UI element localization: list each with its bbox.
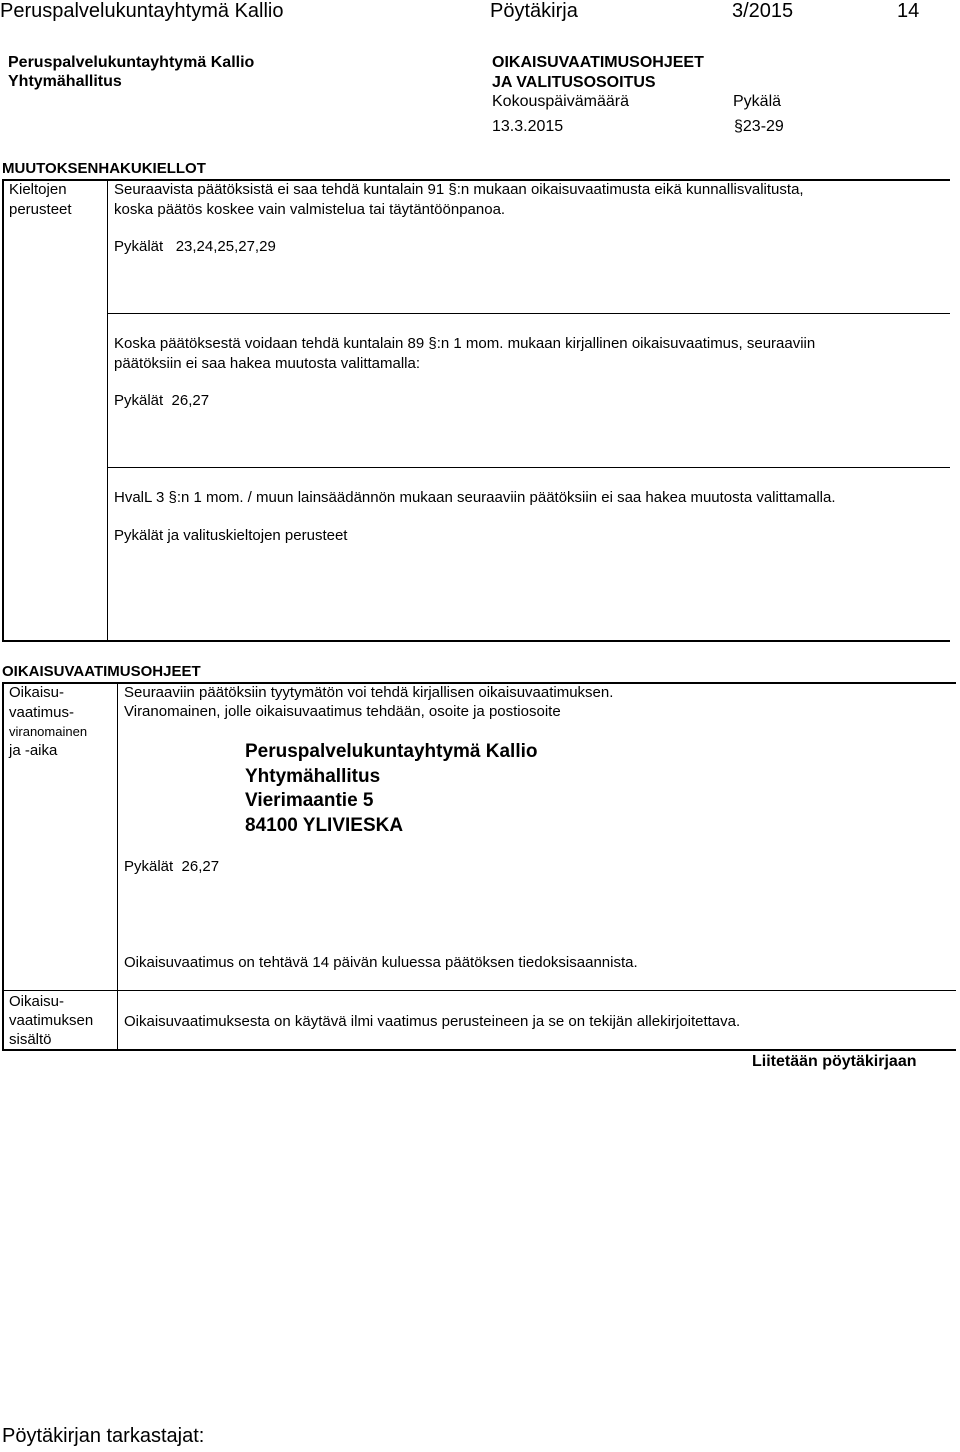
ban-text-3: HvalL 3 §:n 1 mom. / muun lainsäädännön mukaan seuraaviin päätöksiin ei saa hakea muutosta valittamalla. [114,489,836,506]
rectification-column-divider [117,682,118,1050]
page-number: 14 [897,0,920,22]
address-line-4: 84100 YLIVIESKA [245,815,404,836]
authority-label-line-1: Oikaisu- [9,684,65,701]
ban-text-2-line-2: päätöksiin ei saa hakea muutosta valittamalla: [114,355,421,372]
authority-label-line-3: viranomainen [9,724,88,739]
rectification-sections: Pykälät 26,27 [124,858,220,875]
date-value: 13.3.2015 [492,118,564,135]
doc-title-line-1: OIKAISUVAATIMUSOHJEET [492,54,704,71]
authority-label-line-4: ja -aika [9,742,58,759]
content-row-divider [2,990,956,991]
rectification-left-rule [2,682,4,1050]
section-left-rule [2,179,4,642]
label-column-divider [107,179,108,642]
org-line-1: Peruspalvelukuntayhtymä Kallio [8,54,255,71]
document-number: 3/2015 [732,0,794,22]
date-label: Kokouspäivämäärä [492,93,629,110]
org-line-2: Yhtymähallitus [8,73,122,90]
appeal-bans-heading: MUUTOKSENHAKUKIELLOT [2,160,206,177]
row-divider-1 [108,313,950,314]
authority-intro: Viranomainen, jolle oikaisuvaatimus tehdään, osoite ja postiosoite [124,703,561,720]
section-bottom-rule [2,640,950,642]
content-label-line-1: Oikaisu- [9,993,65,1010]
ban-sections-1: Pykälät 23,24,25,27,29 [114,238,276,255]
attachment-note: Liitetään pöytäkirjaan [752,1053,917,1070]
section-label: Pykälä [733,93,782,110]
content-text: Oikaisuvaatimuksesta on käytävä ilmi vaatimus perusteineen ja se on tekijän allekirjoitettava. [124,1013,741,1030]
content-label-line-2: vaatimuksen [9,1012,94,1029]
rectification-deadline: Oikaisuvaatimus on tehtävä 14 päivän kuluessa päätöksen tiedoksisaannista. [124,954,638,971]
ban-sections-3: Pykälät ja valituskieltojen perusteet [114,527,348,544]
address-line-3: Vierimaantie 5 [245,790,374,811]
ban-text-2-line-1: Koska päätöksestä voidaan tehdä kuntalain 89 §:n 1 mom. mukaan kirjallinen oikaisuvaatimus, seuraaviin [114,335,816,352]
grounds-label-line-1: Kieltojen [9,181,67,198]
section-value: §23-29 [734,118,784,135]
grounds-label-line-2: perusteet [9,201,72,218]
address-line-2: Yhtymähallitus [245,766,381,787]
authority-label-line-2: vaatimus- [9,704,75,721]
ban-sections-2: Pykälät 26,27 [114,392,210,409]
address-line-1: Peruspalvelukuntayhtymä Kallio [245,741,538,762]
organization-name: Peruspalvelukuntayhtymä Kallio [0,0,284,22]
doc-title-line-2: JA VALITUSOSOITUS [492,74,656,91]
rectification-intro: Seuraaviin päätöksiin tyytymätön voi tehdä kirjallisen oikaisuvaatimuksen. [124,684,614,701]
ban-text-1-line-2: koska päätös koskee vain valmistelua tai täytäntöönpanoa. [114,201,506,218]
reviewers-label: Pöytäkirjan tarkastajat: [2,1425,205,1447]
rectification-bottom-rule [2,1049,956,1051]
row-divider-2 [108,467,950,468]
rectification-heading: OIKAISUVAATIMUSOHJEET [2,663,201,680]
document-type: Pöytäkirja [490,0,578,22]
ban-text-1-line-1: Seuraavista päätöksistä ei saa tehdä kuntalain 91 §:n mukaan oikaisuvaatimusta eikä kunnallisvalitusta, [114,181,804,198]
content-label-line-3: sisältö [9,1031,52,1048]
